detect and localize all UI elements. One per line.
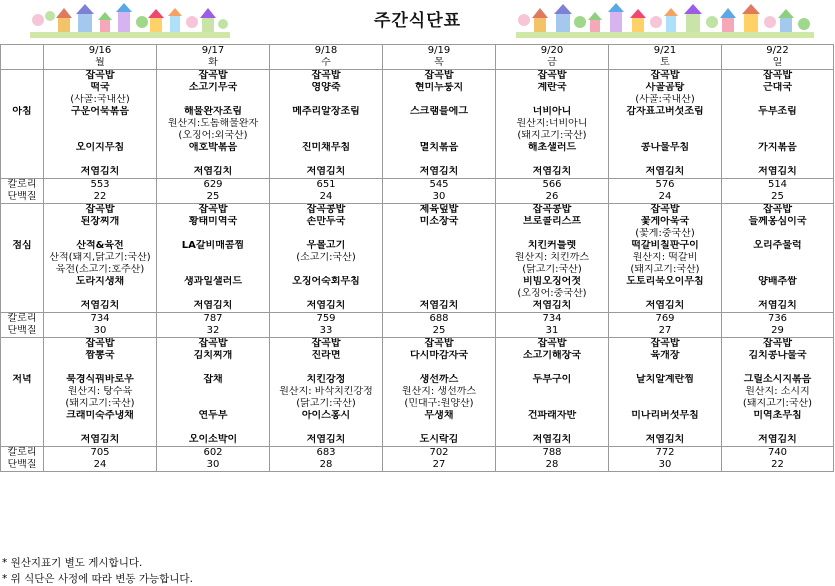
menu-item: 김치찌개 <box>157 350 270 362</box>
menu-item: (사골:국내산) <box>44 94 157 106</box>
menu-item: (사골:국내산) <box>609 94 722 106</box>
menu-item: 원산지: 탕수육 <box>44 386 157 398</box>
footnote-change: * 위 식단은 사정에 따라 변동 가능합니다. <box>2 573 193 585</box>
meal-label-lunch: 점심 <box>1 240 44 252</box>
menu-item: 저염김치 <box>496 166 609 179</box>
menu-item: 원산지:너비아니 <box>496 118 609 130</box>
menu-item: 건파래자반 <box>496 410 609 422</box>
calorie-value: 787 <box>157 313 270 326</box>
menu-item: 저염김치 <box>44 166 157 179</box>
menu-item: 잡곡밥 <box>157 70 270 83</box>
menu-item: 잡곡밥 <box>157 338 270 351</box>
menu-item: 잡곡밥 <box>383 70 496 83</box>
menu-item <box>44 154 157 166</box>
menu-item: 진라면 <box>270 350 383 362</box>
calorie-value: 514 <box>722 179 834 192</box>
menu-item: 스크램블에그 <box>383 106 496 118</box>
protein-label: 단백질 <box>1 459 44 472</box>
menu-item <box>157 94 270 106</box>
menu-item: 콩나물무침 <box>609 142 722 154</box>
menu-item <box>609 398 722 410</box>
menu-item <box>722 422 834 434</box>
menu-item: 저염김치 <box>609 434 722 447</box>
calorie-value: 576 <box>609 179 722 192</box>
menu-item: LA갈비매콤찜 <box>157 240 270 252</box>
day-date: 9/20 <box>496 45 609 58</box>
menu-item: 저염김치 <box>383 166 496 179</box>
calorie-value: 740 <box>722 447 834 460</box>
menu-item <box>270 118 383 130</box>
village-decoration-right <box>516 2 814 40</box>
menu-item: 저염김치 <box>44 434 157 447</box>
menu-item: 떡국 <box>44 82 157 94</box>
menu-item <box>722 288 834 300</box>
meal-label-blank <box>1 142 44 154</box>
menu-item: 해초샐러드 <box>496 142 609 154</box>
calorie-value: 629 <box>157 179 270 192</box>
menu-item: 원산지:도톰해물완자 <box>157 118 270 130</box>
protein-value: 30 <box>609 459 722 472</box>
menu-item <box>722 118 834 130</box>
menu-item: 산적&육전 <box>44 240 157 252</box>
meal-label-dinner: 저녁 <box>1 374 44 386</box>
protein-value: 22 <box>722 459 834 472</box>
protein-label: 단백질 <box>1 191 44 204</box>
menu-item <box>157 228 270 240</box>
menu-item <box>383 130 496 142</box>
meal-label-blank <box>1 130 44 142</box>
menu-item <box>44 118 157 130</box>
menu-item <box>44 422 157 434</box>
menu-item: 도시락김 <box>383 434 496 447</box>
menu-item <box>383 252 496 264</box>
page-title: 주간식단표 <box>373 11 462 31</box>
menu-item: 감자표고버섯조림 <box>609 106 722 118</box>
menu-item <box>383 362 496 374</box>
day-date: 9/17 <box>157 45 270 58</box>
calorie-label: 칼로리 <box>1 179 44 192</box>
calorie-value: 553 <box>44 179 157 192</box>
protein-value: 25 <box>157 191 270 204</box>
calorie-value: 688 <box>383 313 496 326</box>
menu-item <box>270 94 383 106</box>
menu-item: 저염김치 <box>383 300 496 313</box>
menu-item: 육개장 <box>609 350 722 362</box>
day-weekday: 월 <box>44 57 157 70</box>
menu-item <box>270 288 383 300</box>
meal-label-blank <box>1 70 44 83</box>
menu-item <box>270 228 383 240</box>
menu-item: 두부구이 <box>496 374 609 386</box>
meal-label-blank <box>1 288 44 300</box>
menu-item: 저염김치 <box>270 300 383 313</box>
menu-item <box>157 264 270 276</box>
menu-item <box>609 154 722 166</box>
menu-item <box>722 130 834 142</box>
meal-label-blank <box>1 228 44 240</box>
menu-item <box>157 362 270 374</box>
menu-item <box>157 398 270 410</box>
menu-item <box>44 130 157 142</box>
menu-item: 저염김치 <box>44 300 157 313</box>
day-date: 9/21 <box>609 45 722 58</box>
menu-item <box>496 362 609 374</box>
meal-label-blank <box>1 338 44 351</box>
calorie-value: 545 <box>383 179 496 192</box>
menu-item: 원산지: 떡갈비 <box>609 252 722 264</box>
menu-item <box>157 386 270 398</box>
menu-item: 저염김치 <box>496 300 609 313</box>
meal-label-blank <box>1 300 44 313</box>
menu-item: 저염김치 <box>496 434 609 447</box>
day-weekday: 토 <box>609 57 722 70</box>
meal-label-blank <box>1 434 44 447</box>
meal-label-blank <box>1 410 44 422</box>
menu-item <box>722 252 834 264</box>
menu-item <box>722 94 834 106</box>
menu-item: 잡곡콩밥 <box>270 204 383 217</box>
menu-item <box>270 422 383 434</box>
protein-value: 31 <box>496 325 609 338</box>
menu-item: 다시마감자국 <box>383 350 496 362</box>
menu-item: (닭고기:국산) <box>270 398 383 410</box>
menu-item <box>722 264 834 276</box>
menu-item: 현미누룽지 <box>383 82 496 94</box>
menu-item: 도토리묵오이무침 <box>609 276 722 288</box>
menu-item: 생선까스 <box>383 374 496 386</box>
menu-item: 구운어묵볶음 <box>44 106 157 118</box>
calorie-value: 602 <box>157 447 270 460</box>
menu-item: 생과일샐러드 <box>157 276 270 288</box>
menu-item: 그릴소시지볶음 <box>722 374 834 386</box>
day-date: 9/16 <box>44 45 157 58</box>
menu-item: 잡곡밥 <box>270 338 383 351</box>
menu-item: 저염김치 <box>157 300 270 313</box>
menu-item: 원산지: 소시지 <box>722 386 834 398</box>
day-weekday: 일 <box>722 57 834 70</box>
meal-label-blank <box>1 216 44 228</box>
menu-item: (민대구:원양산) <box>383 398 496 410</box>
day-weekday: 목 <box>383 57 496 70</box>
menu-item: 원산지: 치킨까스 <box>496 252 609 264</box>
menu-item: 잡곡밥 <box>609 338 722 351</box>
calorie-value: 769 <box>609 313 722 326</box>
menu-item: 무생채 <box>383 410 496 422</box>
menu-item: 잡곡밥 <box>609 204 722 217</box>
calorie-value: 702 <box>383 447 496 460</box>
calorie-label: 칼로리 <box>1 313 44 326</box>
calorie-label: 칼로리 <box>1 447 44 460</box>
menu-item: 잡곡밥 <box>44 70 157 83</box>
menu-item: 양배추쌈 <box>722 276 834 288</box>
calorie-value: 759 <box>270 313 383 326</box>
meal-label-blank <box>1 264 44 276</box>
meal-label-blank <box>1 82 44 94</box>
menu-item: 잡곡밥 <box>44 204 157 217</box>
menu-item <box>270 130 383 142</box>
day-weekday: 수 <box>270 57 383 70</box>
calorie-value: 566 <box>496 179 609 192</box>
meal-label-blank <box>1 362 44 374</box>
menu-item: 된장찌개 <box>44 216 157 228</box>
menu-item <box>44 362 157 374</box>
menu-item: 저염김치 <box>609 300 722 313</box>
protein-value: 27 <box>383 459 496 472</box>
menu-item: 우볼고기 <box>270 240 383 252</box>
menu-item: 오리주물럭 <box>722 240 834 252</box>
menu-item: 잡곡밥 <box>157 204 270 217</box>
menu-item <box>609 422 722 434</box>
menu-item: (돼지고기:국산) <box>496 130 609 142</box>
menu-item: 들께옹심이국 <box>722 216 834 228</box>
menu-item <box>496 228 609 240</box>
menu-item: 오이지무침 <box>44 142 157 154</box>
menu-item: (닭고기:국산) <box>496 264 609 276</box>
protein-value: 30 <box>157 459 270 472</box>
menu-item: 가지볶음 <box>722 142 834 154</box>
menu-item: 연두부 <box>157 410 270 422</box>
menu-item: 사골곰탕 <box>609 82 722 94</box>
menu-item: 잡곡밥 <box>383 338 496 351</box>
menu-item: 저염김치 <box>157 166 270 179</box>
menu-item: 소고기무국 <box>157 82 270 94</box>
menu-item: 떡갈비칠판구이 <box>609 240 722 252</box>
menu-item <box>157 252 270 264</box>
menu-item: 치킨강정 <box>270 374 383 386</box>
menu-item: 손만두국 <box>270 216 383 228</box>
menu-item <box>270 154 383 166</box>
meal-label-blank <box>1 276 44 288</box>
day-date: 9/18 <box>270 45 383 58</box>
day-date: 9/19 <box>383 45 496 58</box>
protein-label: 단백질 <box>1 325 44 338</box>
menu-item: 짬뽕국 <box>44 350 157 362</box>
menu-item <box>609 362 722 374</box>
corner-cell <box>1 57 44 70</box>
calorie-value: 705 <box>44 447 157 460</box>
menu-item: 저염김치 <box>722 434 834 447</box>
menu-item: (돼지고기:국산) <box>722 398 834 410</box>
meal-label-blank <box>1 94 44 106</box>
menu-item <box>609 386 722 398</box>
menu-item: 저염김치 <box>270 434 383 447</box>
menu-item: 제육덮밥 <box>383 204 496 217</box>
menu-item <box>157 288 270 300</box>
protein-value: 27 <box>609 325 722 338</box>
menu-item <box>496 422 609 434</box>
protein-value: 30 <box>44 325 157 338</box>
menu-item <box>609 118 722 130</box>
menu-item: 오이소박이 <box>157 434 270 447</box>
menu-item: 치킨커틀렛 <box>496 240 609 252</box>
menu-item: 미역초무침 <box>722 410 834 422</box>
menu-item: 꽃게아욱국 <box>609 216 722 228</box>
menu-item: 계란국 <box>496 82 609 94</box>
meal-label-blank <box>1 386 44 398</box>
menu-item <box>722 228 834 240</box>
menu-item <box>270 362 383 374</box>
menu-item <box>270 264 383 276</box>
calorie-value: 736 <box>722 313 834 326</box>
menu-item <box>383 276 496 288</box>
protein-value: 28 <box>270 459 383 472</box>
menu-item <box>44 228 157 240</box>
meal-label-blank <box>1 398 44 410</box>
menu-item: (소고기:국산) <box>270 252 383 264</box>
menu-item: 너비아니 <box>496 106 609 118</box>
calorie-value: 651 <box>270 179 383 192</box>
calorie-value: 734 <box>496 313 609 326</box>
menu-item: 잡곡밥 <box>270 70 383 83</box>
menu-item: 잡곡밥 <box>496 338 609 351</box>
menu-item: 미소장국 <box>383 216 496 228</box>
meal-label-breakfast: 아침 <box>1 106 44 118</box>
meal-label-blank <box>1 422 44 434</box>
menu-item: 날치알계란찜 <box>609 374 722 386</box>
menu-item: 잡곡밥 <box>496 70 609 83</box>
menu-item: 김치콩나물국 <box>722 350 834 362</box>
menu-item <box>383 118 496 130</box>
protein-value: 26 <box>496 191 609 204</box>
day-weekday: 화 <box>157 57 270 70</box>
menu-item: 크래미숙주냉채 <box>44 410 157 422</box>
menu-item: 멸치볶음 <box>383 142 496 154</box>
menu-item <box>383 288 496 300</box>
menu-item: 잡곡밥 <box>609 70 722 83</box>
menu-item: (오징어:중국산) <box>496 288 609 300</box>
menu-item: 잡채 <box>157 374 270 386</box>
protein-value: 29 <box>722 325 834 338</box>
meal-label-blank <box>1 350 44 362</box>
menu-item: 근대국 <box>722 82 834 94</box>
protein-value: 28 <box>496 459 609 472</box>
menu-item <box>722 154 834 166</box>
protein-value: 22 <box>44 191 157 204</box>
menu-item: 북경식꿔바로우 <box>44 374 157 386</box>
menu-item: 잡곡밥 <box>44 338 157 351</box>
menu-item: 두부조림 <box>722 106 834 118</box>
weekly-menu-table <box>0 44 834 472</box>
protein-value: 33 <box>270 325 383 338</box>
protein-value: 30 <box>383 191 496 204</box>
menu-item: 메추리알장조림 <box>270 106 383 118</box>
menu-item <box>496 398 609 410</box>
menu-item <box>383 228 496 240</box>
meal-label-blank <box>1 252 44 264</box>
protein-value: 24 <box>270 191 383 204</box>
calorie-value: 788 <box>496 447 609 460</box>
protein-value: 25 <box>722 191 834 204</box>
protein-value: 24 <box>609 191 722 204</box>
menu-item: (오징어:외국산) <box>157 130 270 142</box>
meal-label-blank <box>1 154 44 166</box>
menu-item <box>383 240 496 252</box>
day-date: 9/22 <box>722 45 834 58</box>
menu-item: 잡곡밥 <box>722 204 834 217</box>
menu-item <box>44 288 157 300</box>
menu-item <box>496 386 609 398</box>
menu-item: 저염김치 <box>270 166 383 179</box>
menu-item: 애호박볶음 <box>157 142 270 154</box>
meal-label-blank <box>1 166 44 179</box>
menu-item <box>383 154 496 166</box>
menu-item: 비빔오징어젓 <box>496 276 609 288</box>
menu-item <box>609 130 722 142</box>
menu-item <box>383 422 496 434</box>
menu-item <box>609 288 722 300</box>
menu-item <box>496 154 609 166</box>
menu-item: 브로콜리스프 <box>496 216 609 228</box>
menu-item <box>496 94 609 106</box>
menu-item: (돼지고기:국산) <box>609 264 722 276</box>
menu-item <box>383 94 496 106</box>
menu-item: 저염김치 <box>609 166 722 179</box>
menu-item: (돼지고기:국산) <box>44 398 157 410</box>
calorie-value: 683 <box>270 447 383 460</box>
menu-item: 오징어숙회무침 <box>270 276 383 288</box>
menu-item: 해물완자조림 <box>157 106 270 118</box>
menu-item: 저염김치 <box>722 166 834 179</box>
protein-value: 32 <box>157 325 270 338</box>
menu-item: 잡곡밥 <box>722 70 834 83</box>
menu-item: 산적(돼지,닭고기:국산) <box>44 252 157 264</box>
meal-label-blank <box>1 204 44 217</box>
menu-item: 미나리버섯무침 <box>609 410 722 422</box>
header <box>0 0 835 42</box>
menu-item: 진미채무침 <box>270 142 383 154</box>
menu-item <box>157 154 270 166</box>
protein-value: 25 <box>383 325 496 338</box>
calorie-value: 734 <box>44 313 157 326</box>
corner-cell <box>1 45 44 58</box>
menu-item: 원산지: 바삭치킨강정 <box>270 386 383 398</box>
menu-item: 저염김치 <box>722 300 834 313</box>
menu-item: 잡곡밥 <box>722 338 834 351</box>
calorie-value: 772 <box>609 447 722 460</box>
menu-item: 아이스홍시 <box>270 410 383 422</box>
meal-label-blank <box>1 118 44 130</box>
menu-item: 소고기해장국 <box>496 350 609 362</box>
menu-item: 영양죽 <box>270 82 383 94</box>
menu-item <box>722 362 834 374</box>
menu-item: 육전(소고기:호주산) <box>44 264 157 276</box>
menu-item: 황태미역국 <box>157 216 270 228</box>
menu-item: 잡곡콩밥 <box>496 204 609 217</box>
menu-item <box>383 264 496 276</box>
day-weekday: 금 <box>496 57 609 70</box>
menu-item: (꽃게:중국산) <box>609 228 722 240</box>
menu-item <box>157 422 270 434</box>
menu-item: 도라지생채 <box>44 276 157 288</box>
protein-value: 24 <box>44 459 157 472</box>
menu-item: 원산지: 생선까스 <box>383 386 496 398</box>
footnote-origin: * 원산지표기 별도 게시합니다. <box>2 557 143 569</box>
